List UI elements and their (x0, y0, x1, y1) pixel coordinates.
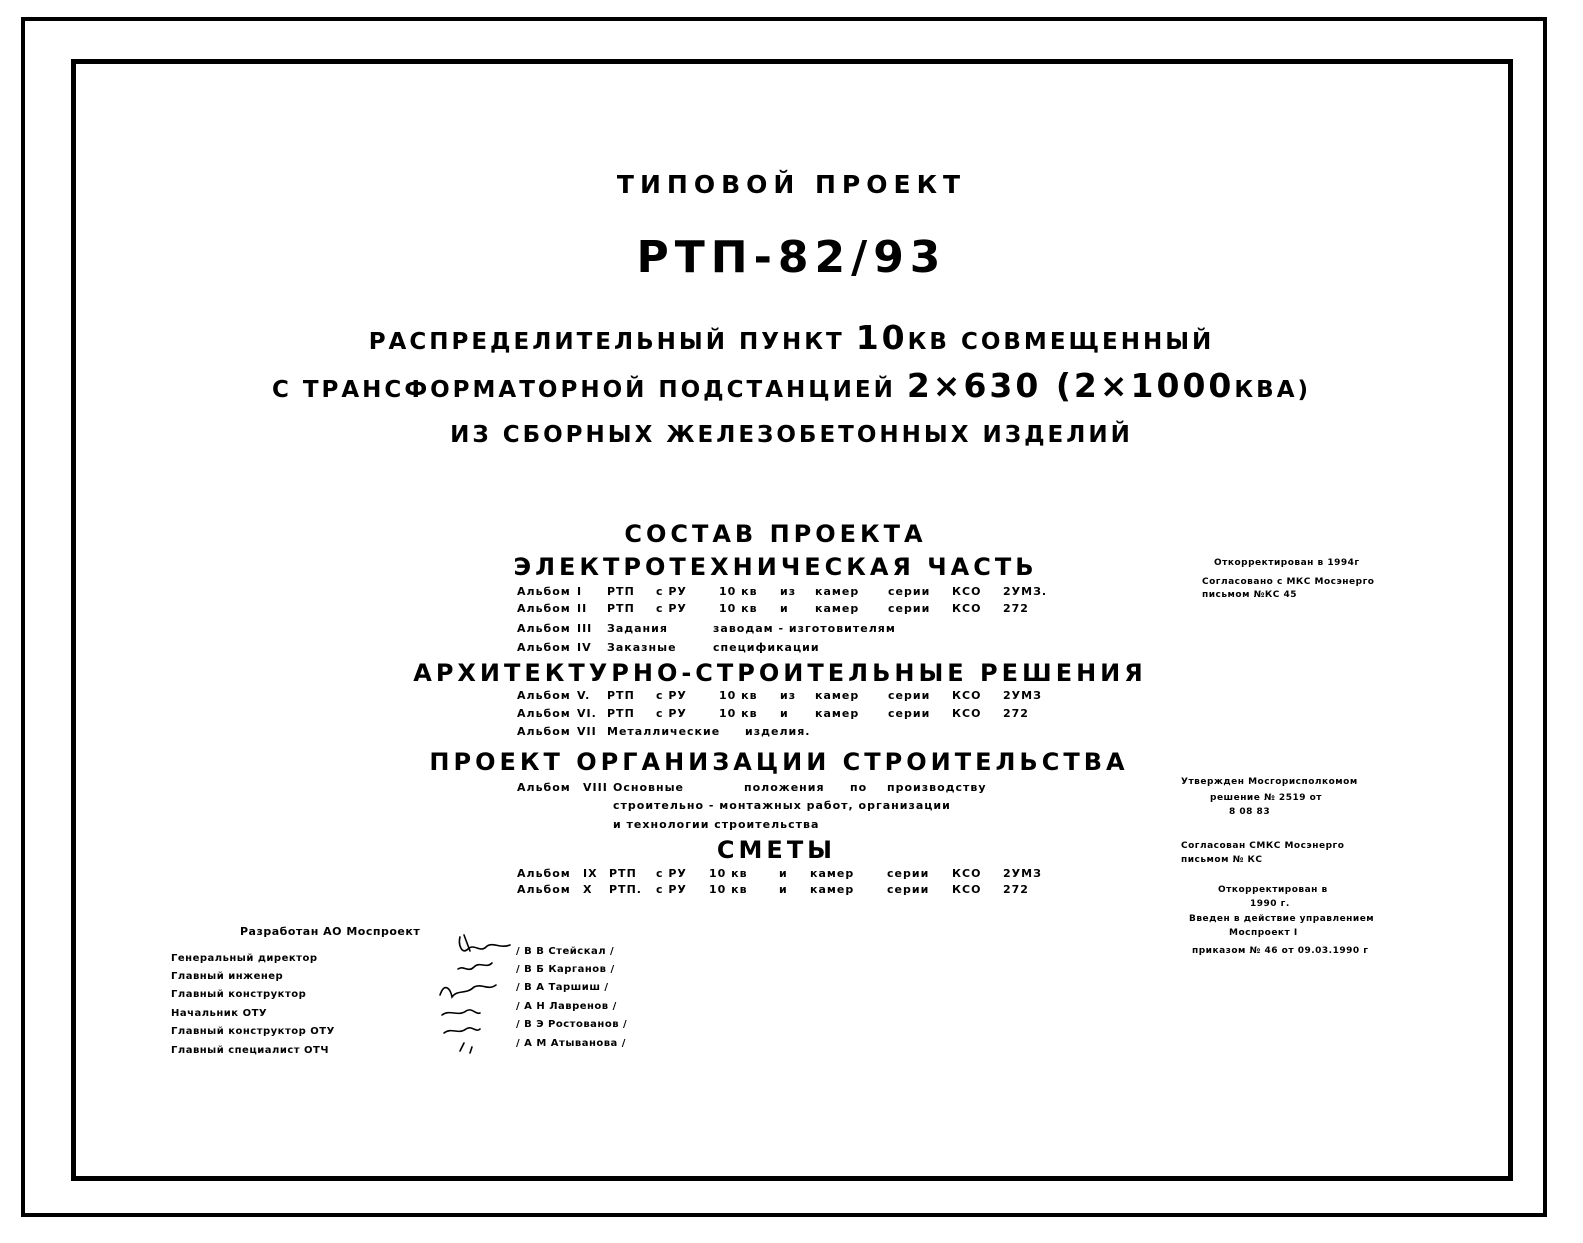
album-cell: 10 кв (709, 883, 748, 896)
note-mosproekt-1: Моспроект I (1229, 928, 1298, 938)
album-cell: 10 кв (719, 689, 758, 702)
subtitle-line-1-part-a: РАСПРЕДЕЛИТЕЛЬНЫЙ ПУНКТ (368, 329, 856, 355)
album-cell: 272 (1003, 602, 1029, 615)
note-letter-ks45: письмом №КС 45 (1202, 590, 1298, 600)
subtitle-line-3: ИЗ СБОРНЫХ ЖЕЛЕЗОБЕТОННЫХ ИЗДЕЛИЙ (450, 422, 1133, 448)
album-number: VIII (583, 781, 608, 794)
album-label: Альбом (517, 602, 571, 615)
note-corrected-1994: Откорректирован в 1994г (1214, 558, 1360, 568)
album-label: Альбом (517, 725, 571, 738)
album-cell: КСО (952, 883, 982, 896)
album-cell: 10 кв (719, 602, 758, 615)
album-cell: и (779, 883, 788, 896)
section-title-estimates: СМЕТЫ (716, 836, 837, 864)
album-number: VI. (577, 707, 597, 720)
signatory-role: Главный инженер (171, 971, 284, 982)
album-label: Альбом (517, 781, 571, 794)
album-cell: с РУ (656, 602, 687, 615)
album-cell: 10 кв (719, 585, 758, 598)
note-order: приказом № 46 от 09.03.1990 г (1192, 946, 1369, 956)
note-corrected-in: Откорректирован в (1218, 885, 1328, 895)
album-cell: 10 кв (719, 707, 758, 720)
album-cell: 272 (1003, 707, 1029, 720)
album-cell: камер (815, 707, 860, 720)
album-cell: и (780, 707, 789, 720)
album-number: X (583, 883, 593, 896)
album-cell: КСО (952, 602, 982, 615)
note-put-into-effect: Введен в действие управлением (1189, 914, 1375, 924)
album-label: Альбом (517, 883, 571, 896)
document-type-title: ТИПОВОЙ ПРОЕКТ (616, 170, 967, 199)
album-cell: камер (810, 883, 855, 896)
album-cell: из (780, 585, 797, 598)
album-cell: 2УМЗ (1003, 689, 1042, 702)
handwritten-signatures (430, 925, 520, 1060)
album-cell: 2УМЗ. (1003, 585, 1048, 598)
project-code: РТП-82/93 (636, 232, 947, 283)
note-decision-date: 8 08 83 (1229, 807, 1271, 817)
album-number: III (577, 622, 593, 635)
album-cell: КСО (952, 707, 982, 720)
subtitle-line-1 (0, 318, 1583, 357)
album-cell: КСО (952, 585, 982, 598)
album-cell: по (850, 781, 868, 794)
album-label: Альбом (517, 641, 571, 654)
album-cell: серии (887, 883, 930, 896)
note-letter-ks: письмом № КС (1181, 855, 1263, 865)
album-cell: КСО (952, 689, 982, 702)
subtitle-line-2-part-b: 2×630 (2×1000 (906, 366, 1235, 405)
signatory-role: Главный конструктор ОТУ (171, 1026, 335, 1037)
album-cell: РТП (607, 602, 635, 615)
album-cell: Заказные (607, 641, 677, 654)
subtitle-line-2-part-c: КВА) (1234, 377, 1312, 403)
album-cell: изделия. (745, 725, 811, 738)
album-cell: 2УМЗ (1003, 867, 1042, 880)
album-cell: с РУ (656, 689, 687, 702)
album-cell: и (780, 602, 789, 615)
album-cell: из (780, 689, 797, 702)
album-cell: серии (888, 689, 931, 702)
signatory-name: / А Н Лавренов / (516, 1001, 617, 1012)
album-cell: с РУ (656, 883, 687, 896)
section-title-electrical: ЭЛЕКТРОТЕХНИЧЕСКАЯ ЧАСТЬ (513, 553, 1038, 581)
album-cell: РТП. (609, 883, 642, 896)
signatory-name: / В Б Карганов / (516, 964, 615, 975)
note-agreed-smks: Согласован СМКС Мосэнерго (1181, 841, 1345, 851)
album-cell: 272 (1003, 883, 1029, 896)
album-cell: серии (888, 602, 931, 615)
album-cell: камер (815, 602, 860, 615)
subtitle-line-2-part-a: С ТРАНСФОРМАТОРНОЙ ПОДСТАНЦИЕЙ (271, 377, 907, 403)
album-cell: Металлические (607, 725, 721, 738)
album-cell: камер (815, 585, 860, 598)
section-title-architecture: АРХИТЕКТУРНО-СТРОИТЕЛЬНЫЕ РЕШЕНИЯ (413, 659, 1147, 687)
signatory-role: Главный конструктор (171, 989, 307, 1000)
album-cell: положения (744, 781, 825, 794)
album-number: I (577, 585, 583, 598)
album-cell: серии (887, 867, 930, 880)
note-decision: решение № 2519 от (1210, 793, 1323, 803)
album-label: Альбом (517, 689, 571, 702)
album-cell: производству (887, 781, 987, 794)
subtitle-line-1-part-b: 10 (855, 318, 908, 357)
album-label: Альбом (517, 622, 571, 635)
album-cell: и технологии строительства (613, 818, 820, 831)
album-cell: с РУ (656, 867, 687, 880)
subtitle-line-1-part-c: КВ СОВМЕЩЕННЫЙ (907, 329, 1215, 355)
album-label: Альбом (517, 707, 571, 720)
signatory-role: Генеральный директор (171, 953, 318, 964)
album-cell: 10 кв (709, 867, 748, 880)
developer-label: Разработан АО Моспроект (240, 925, 421, 938)
album-cell: РТП (607, 585, 635, 598)
album-number: V. (577, 689, 591, 702)
album-number: IV (577, 641, 592, 654)
note-year-1990: 1990 г. (1250, 899, 1290, 909)
album-cell: спецификации (713, 641, 820, 654)
inner-frame (71, 59, 1513, 1181)
album-cell: и (779, 867, 788, 880)
album-cell: серии (888, 585, 931, 598)
signatory-name: / В Э Ростованов / (516, 1019, 628, 1030)
album-number: IX (583, 867, 598, 880)
signatory-role: Начальник ОТУ (171, 1008, 268, 1019)
album-label: Альбом (517, 585, 571, 598)
album-cell: Задания (607, 622, 668, 635)
note-approved: Утвержден Мосгорисполкомом (1181, 777, 1358, 787)
album-label: Альбом (517, 867, 571, 880)
album-cell: КСО (952, 867, 982, 880)
signatory-name: / А М Атыванова / (516, 1038, 626, 1049)
album-cell: строительно - монтажных работ, организации (613, 799, 951, 812)
signatory-name: / В А Таршиш / (516, 982, 609, 993)
album-cell: камер (810, 867, 855, 880)
album-cell: РТП (609, 867, 637, 880)
album-number: II (577, 602, 588, 615)
signatory-name: / В В Стейскал / (516, 946, 615, 957)
album-cell: камер (815, 689, 860, 702)
album-cell: Основные (613, 781, 684, 794)
composition-title: СОСТАВ ПРОЕКТА (624, 520, 927, 548)
subtitle-line-2 (0, 366, 1583, 405)
note-agreed-mks: Согласовано с МКС Мосэнерго (1202, 577, 1375, 587)
album-cell: РТП (607, 707, 635, 720)
album-cell: заводам - изготовителям (713, 622, 896, 635)
section-title-construction-organization: ПРОЕКТ ОРГАНИЗАЦИИ СТРОИТЕЛЬСТВА (429, 748, 1129, 776)
album-cell: с РУ (656, 707, 687, 720)
album-cell: РТП (607, 689, 635, 702)
album-number: VII (577, 725, 597, 738)
album-cell: серии (888, 707, 931, 720)
signatory-role: Главный специалист ОТЧ (171, 1045, 329, 1056)
album-cell: с РУ (656, 585, 687, 598)
